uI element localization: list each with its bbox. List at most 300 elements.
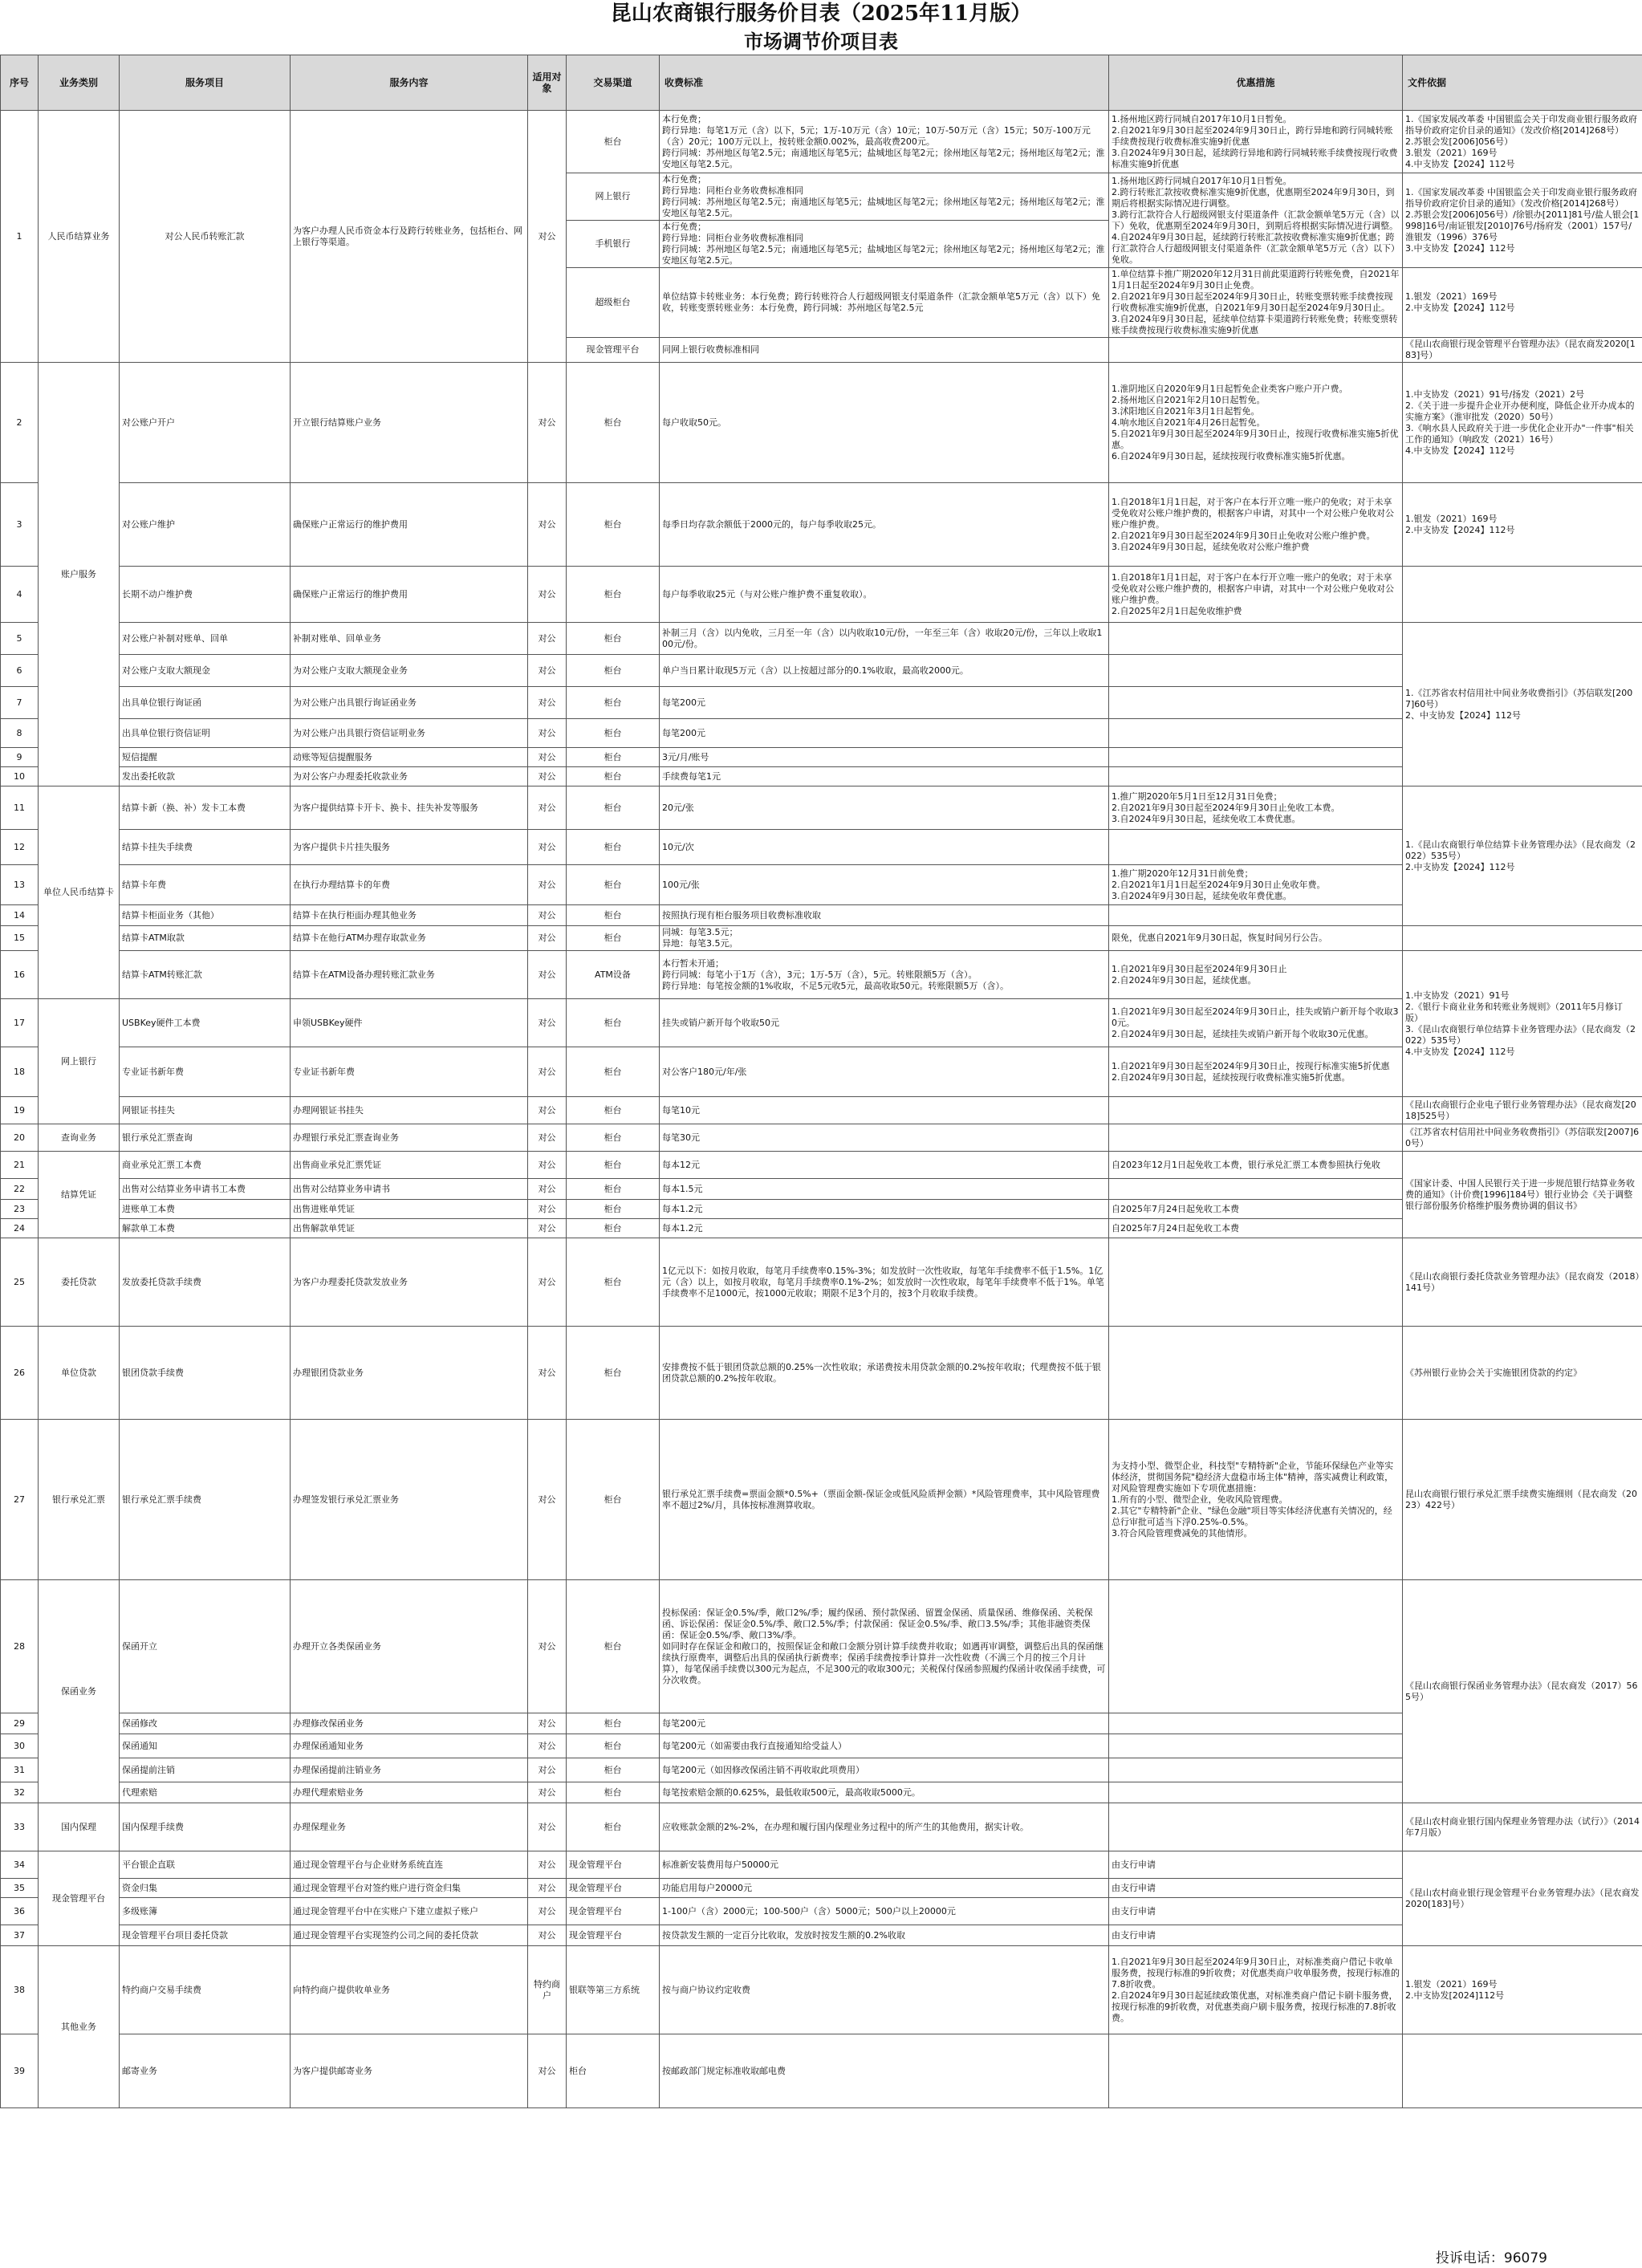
discount-cell: 1.单位结算卡推广期2020年12月31日前此渠道跨行转账免费，自2021年1月1日起至2024年9月30日止免费。 2.自2021年9月30日起至2024年9月30日止，转账变票转账手续费按现行收费标准实施9折优惠，自2021年9月30日起至2024年9月30日止。 3.自2024年9月30日起，延续单位结算卡渠道跨行转账免费；转账变票转账手续费按现行收费标准实施9折优惠	[1109, 268, 1403, 338]
target-cell: 对公	[528, 748, 567, 767]
row-no: 20	[1, 1124, 39, 1152]
target-cell: 对公	[528, 567, 567, 623]
discount-cell: 1.自2018年1月1日起，对于客户在本行开立唯一账户的免收；对于未享受免收对公账户维护费的，根据客户申请，对其中一个对公账户免收对公账户维护费。 2.自2025年2月1日起免收维护费	[1109, 567, 1403, 623]
fee-cell: 本行免费； 跨行异地：同柜台业务收费标准相同 跨行同城：苏州地区每笔2.5元；南通地区每笔5元；盐城地区每笔2元；徐州地区每笔2元；扬州地区每笔2元；淮安地区每笔2.5元。	[660, 173, 1109, 221]
target-cell: 对公	[528, 623, 567, 655]
item-cell: 发放委托贷款手续费	[120, 1238, 291, 1327]
row-no: 5	[1, 623, 39, 655]
target-cell: 对公	[528, 1238, 567, 1327]
channel-cell: 现金管理平台	[567, 1851, 660, 1879]
target-cell: 对公	[528, 926, 567, 951]
category-cell: 其他业务	[39, 1946, 120, 2108]
row-no: 35	[1, 1879, 39, 1898]
discount-cell: 1.自2018年1月1日起，对于客户在本行开立唯一账户的免收；对于未享受免收对公账户维护费的，根据客户申请，对其中一个对公账户免收对公账户维护费。 2.自2021年9月30日起至2024年9月30日止免收对公账户维护费。 3.自2024年9月30日起，延续免收对公账户维护费	[1109, 483, 1403, 567]
fee-cell: 1-100户（含）2000元；100-500户（含）5000元；500户以上20000元	[660, 1898, 1109, 1925]
row-no: 30	[1, 1734, 39, 1758]
table-row	[1, 926, 1642, 951]
discount-cell	[1109, 1758, 1403, 1782]
target-cell: 对公	[528, 1898, 567, 1925]
channel-cell: 柜台	[567, 1124, 660, 1152]
table-row	[1, 483, 1642, 567]
row-no: 32	[1, 1782, 39, 1803]
fee-cell: 3元/月/账号	[660, 748, 1109, 767]
category-cell: 国内保理	[39, 1803, 120, 1851]
row-no: 18	[1, 1047, 39, 1097]
target-cell: 对公	[528, 865, 567, 905]
category-cell: 现金管理平台	[39, 1851, 120, 1946]
discount-cell	[1109, 1782, 1403, 1803]
item-cell: 结算卡ATM转账汇款	[120, 951, 291, 999]
item-cell: 对公账户补制对账单、回单	[120, 623, 291, 655]
fee-cell: 安排费按不低于银团贷款总额的0.25%一次性收取；承诺费按未用贷款金额的0.2%按年收取；代理费按不低于银团贷款总额的0.2%按年收取。	[660, 1327, 1109, 1420]
table-row	[1, 1925, 1642, 1946]
table-row	[1, 1327, 1642, 1420]
table-row	[1, 1152, 1642, 1179]
fee-cell: 每本1.2元	[660, 1200, 1109, 1219]
basis-cell: 《昆山农商银行企业电子银行业务管理办法》（昆农商发[2018]525号）	[1403, 1097, 1642, 1124]
basis-cell: 《江苏省农村信用社中间业务收费指引》（苏信联发[2007]60号）	[1403, 1124, 1642, 1152]
item-cell: 银团贷款手续费	[120, 1327, 291, 1420]
item-cell: 特约商户交易手续费	[120, 1946, 291, 2034]
fee-cell: 挂失或销户新开每个收取50元	[660, 999, 1109, 1047]
fee-cell: 每本12元	[660, 1152, 1109, 1179]
discount-cell: 1.自2021年9月30日起至2024年9月30日止 2.自2024年9月30日起，延续优惠。	[1109, 951, 1403, 999]
fee-cell: 每笔200元（如需要由我行直接通知给受益人）	[660, 1734, 1109, 1758]
item-cell: 代理索赔	[120, 1782, 291, 1803]
fee-cell: 本行免费； 跨行异地：每笔1万元（含）以下，5元；1万-10万元（含）10元；10万-50万元（含）15元；50万-100万元（含）20元；100万元以上，按转账金额0.002%，最高收费200元。 跨行同城：苏州地区每笔2.5元；南通地区每笔5元；盐城地区每笔2元；徐州地区每笔2元；扬州地区每笔2元；淮安地区每笔2.5元。	[660, 111, 1109, 173]
fee-cell: 本行暂未开通； 跨行同城：每笔小于1万（含），3元；1万-5万（含），5元。转账限额5万（含）。 跨行异地：每笔按金额的1%收取，不足5元收5元，最高收取50元。转账限额5万（含）。	[660, 951, 1109, 999]
channel-cell: 现金管理平台	[567, 1925, 660, 1946]
channel-cell: 手机银行	[567, 221, 660, 268]
content-cell: 通过现金管理平台实现签约公司之间的委托贷款	[291, 1925, 528, 1946]
basis-cell: 1.银发（2021）169号 2.中支协发[2024]112号	[1403, 1946, 1642, 2034]
target-cell: 对公	[528, 830, 567, 865]
channel-cell: 柜台	[567, 1097, 660, 1124]
table-row	[1, 767, 1642, 786]
channel-cell: 柜台	[567, 1803, 660, 1851]
header-target: 适用对象	[528, 55, 567, 111]
page-subtitle: 市场调节价项目表	[744, 30, 898, 53]
content-cell: 办理银行承兑汇票查询业务	[291, 1124, 528, 1152]
channel-cell: 柜台	[567, 623, 660, 655]
header-category: 业务类别	[39, 55, 120, 111]
category-cell: 结算凭证	[39, 1152, 120, 1238]
category-cell: 查询业务	[39, 1124, 120, 1152]
target-cell: 对公	[528, 1124, 567, 1152]
discount-cell	[1109, 719, 1403, 748]
item-cell: 商业承兑汇票工本费	[120, 1152, 291, 1179]
item-cell: USBKey硬件工本费	[120, 999, 291, 1047]
table-row	[1, 363, 1642, 483]
discount-cell	[1109, 830, 1403, 865]
channel-cell: 柜台	[567, 786, 660, 830]
content-cell: 通过现金管理平台与企业财务系统直连	[291, 1851, 528, 1879]
row-no: 10	[1, 767, 39, 786]
header-item: 服务项目	[120, 55, 291, 111]
fee-cell: 每季日均存款余额低于2000元的，每户每季收取25元。	[660, 483, 1109, 567]
category-cell: 人民币结算业务	[39, 111, 120, 363]
discount-cell: 1.淮阴地区自2020年9月1日起暂免企业类客户账户开户费。 2.扬州地区自2021年2月10日起暂免。 3.沭阳地区自2021年3月1日起暂免。 4.响水地区自2021年4月26日起暂免。 5.自2021年9月30日起至2024年9月30日止，按现行收费标准实施5折优惠。 6.自2024年9月30日起，延续按现行收费标准实施5折优惠。	[1109, 363, 1403, 483]
target-cell: 对公	[528, 1179, 567, 1200]
row-no: 37	[1, 1925, 39, 1946]
item-cell: 银行承兑汇票手续费	[120, 1420, 291, 1580]
item-cell: 结算卡ATM取款	[120, 926, 291, 951]
channel-cell: 柜台	[567, 865, 660, 905]
fee-cell: 同城：每笔3.5元； 异地：每笔3.5元。	[660, 926, 1109, 951]
item-cell: 长期不动户维护费	[120, 567, 291, 623]
basis-cell: 《国家计委、中国人民银行关于进一步规范银行结算业务收费的通知》（计价费[1996]184号）银行业协会《关于调整银行部份服务价格维护服务费协调的倡议书》	[1403, 1152, 1642, 1238]
category-cell: 保函业务	[39, 1580, 120, 1803]
target-cell: 对公	[528, 1734, 567, 1758]
item-cell: 网银证书挂失	[120, 1097, 291, 1124]
item-cell: 结算卡年费	[120, 865, 291, 905]
table-row	[1, 1179, 1642, 1200]
fee-table	[0, 55, 1642, 2108]
content-cell: 向特约商户提供收单业务	[291, 1946, 528, 2034]
row-no: 22	[1, 1179, 39, 1200]
table-row	[1, 1758, 1642, 1782]
basis-cell	[1403, 567, 1642, 623]
discount-cell	[1109, 767, 1403, 786]
discount-cell	[1109, 748, 1403, 767]
target-cell: 对公	[528, 1803, 567, 1851]
category-cell: 单位人民币结算卡	[39, 786, 120, 999]
content-cell: 出售进账单凭证	[291, 1200, 528, 1219]
target-cell: 对公	[528, 951, 567, 999]
content-cell: 办理开立各类保函业务	[291, 1580, 528, 1713]
row-no: 2	[1, 363, 39, 483]
target-cell: 对公	[528, 999, 567, 1047]
target-cell: 对公	[528, 483, 567, 567]
channel-cell: 现金管理平台	[567, 1879, 660, 1898]
channel-cell: 柜台	[567, 767, 660, 786]
item-cell: 结算卡挂失手续费	[120, 830, 291, 865]
row-no: 34	[1, 1851, 39, 1879]
table-row	[1, 1734, 1642, 1758]
channel-cell: 柜台	[567, 1734, 660, 1758]
content-cell: 开立银行结算账户业务	[291, 363, 528, 483]
item-cell: 对公账户支取大额现金	[120, 655, 291, 687]
target-cell: 对公	[528, 111, 567, 363]
channel-cell: 柜台	[567, 1200, 660, 1219]
table-row	[1, 1879, 1642, 1898]
discount-cell: 由支行申请	[1109, 1851, 1403, 1879]
target-cell: 对公	[528, 1879, 567, 1898]
basis-cell: 《昆山农商银行现金管理平台管理办法》（昆农商发2020[183]号）	[1403, 338, 1642, 363]
basis-cell: 《苏州银行业协会关于实施银团贷款的约定》	[1403, 1327, 1642, 1420]
fee-cell: 每户收取50元。	[660, 363, 1109, 483]
table-row	[1, 865, 1642, 905]
basis-cell: 《昆山农商银行保函业务管理办法》（昆农商发（2017）565号）	[1403, 1580, 1642, 1803]
row-no: 9	[1, 748, 39, 767]
content-cell: 在执行办理结算卡的年费	[291, 865, 528, 905]
fee-cell: 每笔200元（如因修改保函注销不再收取此项费用）	[660, 1758, 1109, 1782]
header-discount: 优惠措施	[1109, 55, 1403, 111]
channel-cell: 柜台	[567, 1420, 660, 1580]
basis-cell: 1.《国家发展改革委 中国银监会关于印发商业银行服务政府指导价政府定价目录的通知》（发改价格[2014]268号） 2.苏银会发[2006]056号）/徐银办[2011]81号/盐人银会[1998]16号/南证银发[2010]76号/扬府发（2001）157号/淮银发（1996）376号 3.中支协发【2024】112号	[1403, 173, 1642, 268]
row-no: 33	[1, 1803, 39, 1851]
table-row	[1, 1782, 1642, 1803]
discount-cell	[1109, 1803, 1403, 1851]
content-cell: 办理保理业务	[291, 1803, 528, 1851]
basis-cell: 1.银发（2021）169号 2.中支协发【2024】112号	[1403, 483, 1642, 567]
row-no: 19	[1, 1097, 39, 1124]
discount-cell: 由支行申请	[1109, 1925, 1403, 1946]
fee-cell: 按照执行现有柜台服务项目收费标准收取	[660, 905, 1109, 926]
fee-cell: 应收账款金额的2%-2%，在办理和履行国内保理业务过程中的所产生的其他费用，据实计收。	[660, 1803, 1109, 1851]
table-row	[1, 786, 1642, 830]
channel-cell: 柜台	[567, 687, 660, 719]
channel-cell: 柜台	[567, 905, 660, 926]
target-cell: 对公	[528, 687, 567, 719]
table-row	[1, 687, 1642, 719]
content-cell: 为客户提供卡片挂失服务	[291, 830, 528, 865]
channel-cell: 柜台	[567, 1758, 660, 1782]
table-row	[1, 2034, 1642, 2108]
fee-cell: 本行免费； 跨行异地：同柜台业务收费标准相同 跨行同城：苏州地区每笔2.5元；南通地区每笔5元；盐城地区每笔2元；徐州地区每笔2元；扬州地区每笔2元；淮安地区每笔2.5元。	[660, 221, 1109, 268]
channel-cell: 柜台	[567, 999, 660, 1047]
table-row	[1, 1097, 1642, 1124]
fee-cell: 每笔按索赔金额的0.625%，最低收取500元，最高收取5000元。	[660, 1782, 1109, 1803]
fee-cell: 按贷款发生额的一定百分比收取，发放时按发生额的0.2%收取	[660, 1925, 1109, 1946]
content-cell: 结算卡在执行柜面办理其他业务	[291, 905, 528, 926]
channel-cell: 柜台	[567, 1152, 660, 1179]
row-no: 24	[1, 1219, 39, 1238]
channel-cell: 柜台	[567, 748, 660, 767]
fee-cell: 每笔200元	[660, 687, 1109, 719]
item-cell: 解款单工本费	[120, 1219, 291, 1238]
item-cell: 短信提醒	[120, 748, 291, 767]
content-cell: 出售商业承兑汇票凭证	[291, 1152, 528, 1179]
channel-cell: 柜台	[567, 1580, 660, 1713]
header-content: 服务内容	[291, 55, 528, 111]
item-cell: 国内保理手续费	[120, 1803, 291, 1851]
fee-cell: 每笔200元	[660, 1713, 1109, 1734]
row-no: 14	[1, 905, 39, 926]
basis-cell: 《昆山农商银行委托贷款业务管理办法》（昆农商发（2018）141号）	[1403, 1238, 1642, 1327]
item-cell: 多级账簿	[120, 1898, 291, 1925]
table-row	[1, 1898, 1642, 1925]
target-cell: 对公	[528, 905, 567, 926]
row-no: 25	[1, 1238, 39, 1327]
discount-cell: 自2025年7月24日起免收工本费	[1109, 1200, 1403, 1219]
fee-cell: 10元/次	[660, 830, 1109, 865]
content-cell: 为客户办理委托贷款发放业务	[291, 1238, 528, 1327]
target-cell: 对公	[528, 363, 567, 483]
channel-cell: 柜台	[567, 1179, 660, 1200]
target-cell: 对公	[528, 655, 567, 687]
basis-cell: 1.中支协发（2021）91号/扬发（2021）2号 2.《关于进一步提升企业开办便利度，降低企业开办成本的实施方案》（淮审批发（2020）50号） 3.《响水县人民政府关于进一步优化企业开办"一件事"相关工作的通知》（响政发（2021）16号） 4.中支协发【2024】112号	[1403, 363, 1642, 483]
table-row	[1, 567, 1642, 623]
table-row	[1, 655, 1642, 687]
fee-cell: 单位结算卡转账业务：本行免费；跨行转账符合人行超级网银支付渠道条件（汇款金额单笔5万元（含）以下）免收，转账变票转账业务：本行免费，跨行同城：苏州地区每笔2.5元	[660, 268, 1109, 338]
target-cell: 对公	[528, 1782, 567, 1803]
row-no: 12	[1, 830, 39, 865]
item-cell: 结算卡柜面业务（其他）	[120, 905, 291, 926]
channel-cell: 柜台	[567, 111, 660, 173]
channel-cell: 网上银行	[567, 173, 660, 221]
basis-cell	[1403, 2034, 1642, 2108]
discount-cell	[1109, 1713, 1403, 1734]
content-cell: 出售对公结算业务申请书	[291, 1179, 528, 1200]
target-cell: 对公	[528, 1580, 567, 1713]
discount-cell	[1109, 1238, 1403, 1327]
item-cell: 银行承兑汇票查询	[120, 1124, 291, 1152]
target-cell: 对公	[528, 1420, 567, 1580]
basis-cell: 1.银发（2021）169号 2.中支协发【2024】112号	[1403, 268, 1642, 338]
fee-cell: 同网上银行收费标准相同	[660, 338, 1109, 363]
target-cell: 对公	[528, 1219, 567, 1238]
discount-cell	[1109, 1734, 1403, 1758]
header-basis: 文件依据	[1403, 55, 1642, 111]
complaint-phone: 投诉电话：96079	[1435, 2250, 1547, 2266]
table-row	[1, 1047, 1642, 1097]
channel-cell: 柜台	[567, 719, 660, 748]
content-cell: 办理修改保函业务	[291, 1713, 528, 1734]
row-no: 16	[1, 951, 39, 999]
category-cell: 单位贷款	[39, 1327, 120, 1420]
category-cell: 账户服务	[39, 363, 120, 786]
table-row	[1, 1580, 1642, 1713]
discount-cell	[1109, 1124, 1403, 1152]
content-cell: 为客户办理人民币资金本行及跨行转账业务，包括柜台、网上银行等渠道。	[291, 111, 528, 363]
item-cell: 保函通知	[120, 1734, 291, 1758]
item-cell: 资金归集	[120, 1879, 291, 1898]
content-cell: 通过现金管理平台对签约账户进行资金归集	[291, 1879, 528, 1898]
fee-cell: 单户当日累计取现5万元（含）以上按超过部分的0.1%收取，最高收2000元。	[660, 655, 1109, 687]
row-no: 13	[1, 865, 39, 905]
discount-cell: 1.扬州地区跨行同城自2017年10月1日暂免。 2.跨行转账汇款按收费标准实施9折优惠，优惠期至2024年9月30日，到期后将根据实际情况进行调整。 3.跨行汇款符合人行超级网银支付渠道条件（汇款金额单笔5万元（含）以下）免收，优惠期至2024年9月30日，到期后将根据实际情况进行调整。 4.自2024年9月30日起，延续跨行转账汇款按收费标准实施9折优惠；跨行汇款符合人行超级网银支付渠道条件（汇款金额单笔5万元（含）以下）免收。	[1109, 173, 1403, 268]
target-cell: 对公	[528, 1925, 567, 1946]
content-cell: 申领USBKey硬件	[291, 999, 528, 1047]
discount-cell: 1.推广期2020年12月31日前免费； 2.自2021年1月1日起至2024年9月30日止免收年费。 3.自2024年9月30日起，延续免收年费优惠。	[1109, 865, 1403, 905]
table-row	[1, 1851, 1642, 1879]
item-cell: 保函修改	[120, 1713, 291, 1734]
fee-cell: 按邮政部门规定标准收取邮电费	[660, 2034, 1109, 2108]
fee-cell: 按与商户协议约定收费	[660, 1946, 1109, 2034]
basis-cell	[1403, 926, 1642, 951]
row-no: 17	[1, 999, 39, 1047]
row-no: 1	[1, 111, 39, 363]
channel-cell: 柜台	[567, 1219, 660, 1238]
fee-cell: 20元/张	[660, 786, 1109, 830]
row-no: 4	[1, 567, 39, 623]
content-cell: 办理保函通知业务	[291, 1734, 528, 1758]
row-no: 23	[1, 1200, 39, 1219]
row-no: 8	[1, 719, 39, 748]
item-cell: 进账单工本费	[120, 1200, 291, 1219]
discount-cell: 1.自2021年9月30日起至2024年9月30日止，按现行标准实施5折优惠 2.自2024年9月30日起，延续按现行收费标准实施5折优惠。	[1109, 1047, 1403, 1097]
item-cell: 平台银企直联	[120, 1851, 291, 1879]
target-cell: 对公	[528, 719, 567, 748]
channel-cell: 柜台	[567, 830, 660, 865]
table-row	[1, 999, 1642, 1047]
row-no: 29	[1, 1713, 39, 1734]
row-no: 36	[1, 1898, 39, 1925]
content-cell: 专业证书新年费	[291, 1047, 528, 1097]
basis-cell: 1.《昆山农商银行单位结算卡业务管理办法》（昆农商发（2022）535号） 2.中支协发【2024】112号	[1403, 786, 1642, 926]
content-cell: 为对公账户出具银行资信证明业务	[291, 719, 528, 748]
discount-cell: 限免，优惠自2021年9月30日起，恢复时间另行公告。	[1109, 926, 1403, 951]
item-cell: 对公人民币转账汇款	[120, 111, 291, 363]
target-cell: 对公	[528, 1200, 567, 1219]
item-cell: 结算卡新（换、补）发卡工本费	[120, 786, 291, 830]
table-row	[1, 905, 1642, 926]
fee-cell: 手续费每笔1元	[660, 767, 1109, 786]
channel-cell: 柜台	[567, 1782, 660, 1803]
discount-cell	[1109, 623, 1403, 655]
category-cell: 网上银行	[39, 999, 120, 1124]
target-cell: 特约商户	[528, 1946, 567, 2034]
table-row	[1, 111, 1642, 173]
basis-cell: 昆山农商银行银行承兑汇票手续费实施细则（昆农商发（2023）422号）	[1403, 1420, 1642, 1580]
discount-cell	[1109, 655, 1403, 687]
fee-cell: 每本1.5元	[660, 1179, 1109, 1200]
discount-cell: 1.自2021年9月30日起至2024年9月30日止，对标准类商户借记卡收单服务费，按现行标准的9折收费；对优惠类商户收单服务费，按现行标准的7.8折收费。 2.自2024年9月30日起延续政策优惠，对标准类商户借记卡刷卡服务费，按现行标准的9折收费，对优惠类商户刷卡服务费，按现行标准的7.8折收费。	[1109, 1946, 1403, 2034]
table-row	[1, 748, 1642, 767]
item-cell: 对公账户维护	[120, 483, 291, 567]
discount-cell	[1109, 905, 1403, 926]
table-row	[1, 830, 1642, 865]
item-cell: 保函提前注销	[120, 1758, 291, 1782]
channel-cell: 柜台	[567, 2034, 660, 2108]
content-cell: 出售解款单凭证	[291, 1219, 528, 1238]
header-fee: 收费标准	[660, 55, 1109, 111]
content-cell: 办理网银证书挂失	[291, 1097, 528, 1124]
channel-cell: 柜台	[567, 1327, 660, 1420]
channel-cell: 柜台	[567, 363, 660, 483]
item-cell: 出具单位银行询证函	[120, 687, 291, 719]
content-cell: 办理银团贷款业务	[291, 1327, 528, 1420]
item-cell: 专业证书新年费	[120, 1047, 291, 1097]
page-title: 昆山农商银行服务价目表（2025年11月版）	[610, 2, 1032, 26]
item-cell: 出具单位银行资信证明	[120, 719, 291, 748]
item-cell: 对公账户开户	[120, 363, 291, 483]
basis-cell: 1.《国家发展改革委 中国银监会关于印发商业银行服务政府指导价政府定价目录的通知》（发改价格[2014]268号） 2.苏银会发[2006]056号） 3.银发（2021）169号 4.中支协发【2024】112号	[1403, 111, 1642, 173]
discount-cell	[1109, 1097, 1403, 1124]
fee-cell: 每户每季收取25元（与对公账户维护费不重复收取）。	[660, 567, 1109, 623]
target-cell: 对公	[528, 1758, 567, 1782]
content-cell: 为对公账户出具银行询证函业务	[291, 687, 528, 719]
discount-cell: 1.自2021年9月30日起至2024年9月30日止，挂失或销户新开每个收取30元。 2.自2024年9月30日起，延续挂失或销户新开每个收取30元优惠。	[1109, 999, 1403, 1047]
target-cell: 对公	[528, 1152, 567, 1179]
channel-cell: 柜台	[567, 1713, 660, 1734]
channel-cell: 柜台	[567, 1047, 660, 1097]
table-row	[1, 1420, 1642, 1580]
channel-cell: 现金管理平台	[567, 1898, 660, 1925]
content-cell: 为客户提供结算卡开卡、换卡、挂失补发等服务	[291, 786, 528, 830]
table-row	[1, 1200, 1642, 1219]
fee-cell: 功能启用每户20000元	[660, 1879, 1109, 1898]
discount-cell	[1109, 1580, 1403, 1713]
channel-cell: 柜台	[567, 483, 660, 567]
discount-cell: 由支行申请	[1109, 1898, 1403, 1925]
channel-cell: 柜台	[567, 567, 660, 623]
row-no: 3	[1, 483, 39, 567]
row-no: 39	[1, 2034, 39, 2108]
channel-cell: ATM设备	[567, 951, 660, 999]
table-row	[1, 1713, 1642, 1734]
content-cell: 为对公账户支取大额现金业务	[291, 655, 528, 687]
table-row	[1, 951, 1642, 999]
content-cell: 为客户提供邮寄业务	[291, 2034, 528, 2108]
content-cell: 动账等短信提醒服务	[291, 748, 528, 767]
channel-cell: 柜台	[567, 926, 660, 951]
discount-cell	[1109, 1179, 1403, 1200]
channel-cell: 柜台	[567, 655, 660, 687]
content-cell: 结算卡在他行ATM办理存取款业务	[291, 926, 528, 951]
channel-cell: 柜台	[567, 1238, 660, 1327]
